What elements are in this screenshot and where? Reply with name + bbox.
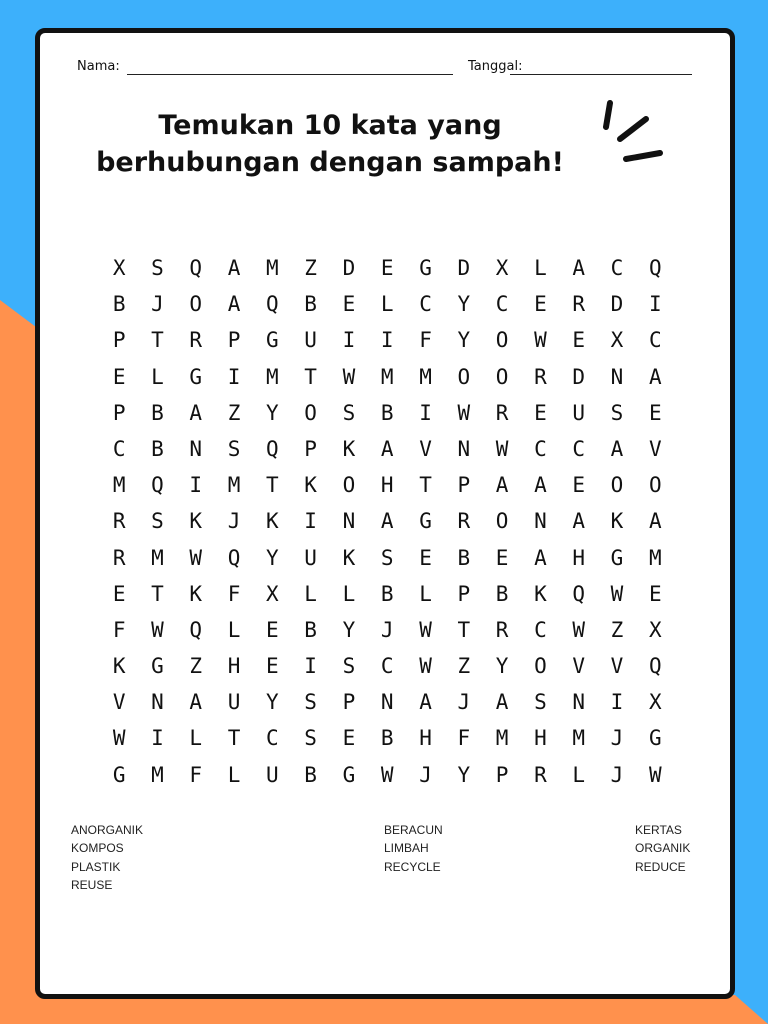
grid-letter[interactable]: B [380,581,394,606]
word-list-item: KOMPOS [71,841,124,856]
grid-letter[interactable]: N [380,690,394,715]
grid-letter[interactable]: E [419,545,432,570]
grid-letter[interactable]: P [304,436,317,461]
grid-letter[interactable]: F [112,617,126,642]
grid-letter[interactable]: Y [266,690,279,715]
grid-letter[interactable]: X [610,328,624,353]
grid-letter[interactable]: O [189,292,203,317]
grid-letter[interactable]: B [380,400,394,425]
title-line-1: Temukan 10 kata yang [158,110,502,141]
grid-letter[interactable]: R [495,400,509,425]
grid-letter[interactable]: D [610,292,624,317]
grid-letter[interactable]: Y [266,400,279,425]
grid-letter[interactable]: I [304,509,317,534]
grid-letter[interactable]: Q [189,256,203,280]
grid-letter[interactable]: I [380,328,394,353]
grid-letter[interactable]: S [342,654,356,679]
grid-letter[interactable]: M [227,473,241,498]
grid-letter[interactable]: U [572,400,586,425]
grid-letter[interactable]: W [648,762,662,787]
grid-letter[interactable]: G [610,545,624,570]
grid-letter[interactable]: W [610,581,624,606]
grid-letter[interactable]: D [572,364,586,389]
worksheet [35,28,735,999]
grid-letter[interactable]: Y [457,762,471,787]
grid-letter[interactable]: I [648,292,662,317]
grid-letter[interactable]: N [457,436,471,461]
grid-letter[interactable]: C [266,726,279,751]
grid-letter[interactable]: W [457,400,471,425]
grid-letter[interactable]: G [419,509,432,534]
grid-letter[interactable]: U [304,545,317,570]
grid-letter[interactable]: O [457,364,471,389]
grid-letter[interactable]: O [495,328,509,353]
grid-letter[interactable]: A [648,509,662,534]
grid-letter[interactable]: R [189,328,203,353]
grid-letter[interactable]: G [342,762,356,787]
grid-letter[interactable]: L [227,762,241,787]
grid-letter[interactable]: G [648,726,662,751]
grid-letter[interactable]: H [534,726,547,751]
grid-letter[interactable]: A [572,509,586,534]
grid-letter[interactable]: C [495,292,509,317]
grid-letter[interactable]: F [227,581,241,606]
grid-letter[interactable]: S [610,400,624,425]
grid-letter[interactable]: Y [342,617,356,642]
grid-letter[interactable]: M [380,364,394,389]
grid-letter[interactable]: S [534,690,547,715]
word-list-column-1 [71,821,143,894]
grid-letter[interactable]: C [380,654,394,679]
grid-letter[interactable]: A [534,545,547,570]
grid-letter[interactable]: Y [457,328,471,353]
grid-letter[interactable]: K [342,545,356,570]
title-line-2: berhubungan dengan sampah! [96,147,564,178]
grid-letter[interactable]: I [304,654,317,679]
grid-letter[interactable]: T [227,726,241,751]
grid-letter[interactable]: I [419,400,432,425]
name-label: Nama: [77,59,120,74]
grid-letter[interactable]: B [457,545,471,570]
grid-letter[interactable]: A [495,690,509,715]
grid-letter[interactable]: R [534,762,547,787]
grid-letter[interactable]: K [342,436,356,461]
grid-letter[interactable]: N [342,509,356,534]
grid-letter[interactable]: A [648,364,662,389]
grid-letter[interactable]: Z [457,654,471,679]
word-list-item: REUSE [71,877,113,892]
grid-letter[interactable]: S [342,400,356,425]
grid-letter[interactable]: G [151,654,164,679]
grid-letter[interactable]: L [304,581,317,606]
grid-letter[interactable]: M [648,545,662,570]
grid-letter[interactable]: L [419,581,432,606]
grid-letter[interactable]: P [112,400,126,425]
grid-letter[interactable]: B [304,617,317,642]
grid-letter[interactable]: H [572,545,586,570]
grid-letter[interactable]: S [151,256,164,280]
grid-letter[interactable]: O [342,473,356,498]
grid-letter[interactable]: A [380,509,394,534]
grid-letter[interactable]: L [189,726,203,751]
grid-letter[interactable]: O [495,509,509,534]
word-list-item: RECYCLE [384,859,441,874]
grid-letter[interactable]: Q [227,545,241,570]
grid-letter[interactable]: B [380,726,394,751]
grid-letter[interactable]: Y [266,545,279,570]
grid-letter[interactable]: A [380,436,394,461]
grid-letter[interactable]: G [189,364,203,389]
grid-letter[interactable]: L [380,292,394,317]
grid-letter[interactable]: R [495,617,509,642]
grid-letter[interactable]: O [648,473,662,498]
grid-letter[interactable]: A [419,690,432,715]
grid-letter[interactable]: T [151,581,164,606]
grid-letter[interactable]: E [572,473,586,498]
grid-letter[interactable]: Q [151,473,164,498]
grid-letter[interactable]: Q [648,256,662,280]
grid-letter[interactable]: W [419,617,432,642]
grid-letter[interactable]: R [457,509,471,534]
grid-letter[interactable]: I [151,726,164,751]
grid-letter[interactable]: X [648,690,662,715]
grid-letter[interactable]: B [304,292,317,317]
grid-letter[interactable]: L [534,256,547,280]
grid-letter[interactable]: T [266,473,279,498]
grid-letter[interactable]: J [610,726,624,751]
word-list-item: LIMBAH [384,841,429,856]
grid-letter[interactable]: W [419,654,432,679]
grid-letter[interactable]: O [304,400,317,425]
grid-letter[interactable]: Z [189,654,203,679]
grid-letter[interactable]: T [151,328,164,353]
grid-letter[interactable]: J [380,617,394,642]
word-list-item: BERACUN [384,823,443,837]
page-title [70,107,590,181]
grid-letter[interactable]: B [151,436,164,461]
grid-letter[interactable]: K [304,473,317,498]
grid-letter[interactable]: E [342,292,356,317]
grid-letter[interactable]: G [266,328,279,353]
spark-decoration-icon [598,93,668,163]
grid-letter[interactable]: T [304,364,317,389]
grid-letter[interactable]: M [572,726,586,751]
grid-letter[interactable]: E [380,256,394,280]
grid-letter[interactable]: S [304,726,317,751]
word-list-item: ORGANIK [635,841,691,856]
grid-letter[interactable]: K [112,654,126,679]
grid-letter[interactable]: B [495,581,509,606]
grid-letter[interactable]: H [380,473,394,498]
grid-letter[interactable]: E [266,654,279,679]
grid-letter[interactable]: X [495,256,509,280]
grid-letter[interactable]: V [610,654,624,679]
grid-letter[interactable]: K [189,581,203,606]
grid-letter[interactable]: H [227,654,241,679]
grid-letter[interactable]: O [534,654,547,679]
grid-letter[interactable]: F [457,726,471,751]
grid-letter[interactable]: M [112,473,126,498]
grid-letter[interactable]: C [610,256,624,280]
grid-letter[interactable]: F [189,762,203,787]
grid-letter[interactable]: J [457,690,471,715]
grid-letter[interactable]: L [151,364,164,389]
grid-letter[interactable]: A [610,436,624,461]
grid-letter[interactable]: L [227,617,241,642]
grid-letter[interactable]: I [342,328,356,353]
grid-letter[interactable]: C [112,436,126,461]
grid-letter[interactable]: E [648,400,662,425]
grid-letter[interactable]: T [457,617,471,642]
grid-letter[interactable]: N [151,690,164,715]
grid-letter[interactable]: O [495,364,509,389]
grid-letter[interactable]: K [610,509,624,534]
word-list-item: KERTAS [635,823,682,837]
word-list-column-3 [635,821,690,876]
grid-letter[interactable]: L [342,581,356,606]
grid-letter[interactable]: M [151,762,164,787]
grid-letter[interactable]: F [419,328,432,353]
grid-letter[interactable]: A [189,690,203,715]
grid-letter[interactable]: V [572,654,586,679]
grid-letter[interactable]: W [534,328,547,353]
grid-letter[interactable]: W [112,726,126,751]
grid-letter[interactable]: B [112,292,126,317]
grid-letter[interactable]: M [419,364,432,389]
grid-letter[interactable]: U [266,762,279,787]
grid-letter[interactable]: Q [266,436,279,461]
grid-letter[interactable]: R [534,364,547,389]
grid-letter[interactable]: N [534,509,547,534]
grid-letter[interactable]: J [151,292,164,317]
grid-letter[interactable]: E [112,364,126,389]
grid-letter[interactable]: M [495,726,509,751]
grid-letter[interactable]: E [266,617,279,642]
grid-letter[interactable]: W [495,436,509,461]
grid-letter[interactable]: R [112,545,126,570]
grid-letter[interactable]: P [457,581,471,606]
grid-letter[interactable]: R [112,509,126,534]
grid-letter[interactable]: W [380,762,394,787]
grid-letter[interactable]: C [534,617,547,642]
grid-letter[interactable]: C [572,436,586,461]
grid-letter[interactable]: S [304,690,317,715]
grid-letter[interactable]: D [457,256,471,280]
grid-letter[interactable]: A [572,256,586,280]
grid-letter[interactable]: Q [189,617,203,642]
grid-letter[interactable]: S [380,545,394,570]
grid-letter[interactable]: E [112,581,126,606]
grid-letter[interactable]: P [495,762,509,787]
grid-letter[interactable]: P [342,690,356,715]
grid-letter[interactable]: C [534,436,547,461]
grid-letter[interactable]: P [457,473,471,498]
grid-letter[interactable]: X [112,256,126,280]
grid-letter[interactable]: Q [648,654,662,679]
word-search-grid[interactable] [100,250,674,793]
grid-letter[interactable]: E [534,400,547,425]
grid-letter[interactable]: Z [227,400,241,425]
grid-letter[interactable]: K [189,509,203,534]
grid-letter[interactable]: E [572,328,586,353]
grid-letter[interactable]: S [151,509,164,534]
grid-letter[interactable]: V [112,690,126,715]
grid-letter[interactable]: Z [610,617,624,642]
grid-letter[interactable]: N [610,364,624,389]
word-list-item: PLASTIK [71,859,121,874]
grid-letter[interactable]: L [572,762,586,787]
grid-letter[interactable]: R [572,292,586,317]
grid-letter[interactable]: K [534,581,547,606]
grid-letter[interactable]: Q [266,292,279,317]
grid-letter[interactable]: A [227,292,241,317]
grid-letter[interactable]: A [534,473,547,498]
grid-letter[interactable]: D [342,256,356,280]
grid-letter[interactable]: J [610,762,624,787]
name-field[interactable] [127,74,453,75]
grid-letter[interactable]: E [534,292,547,317]
grid-letter[interactable]: E [342,726,356,751]
grid-letter[interactable]: Y [495,654,509,679]
grid-letter[interactable]: X [266,581,279,606]
word-list-item: REDUCE [635,859,686,874]
date-field[interactable] [510,74,692,75]
grid-letter[interactable]: W [189,545,203,570]
grid-letter[interactable]: P [112,328,126,353]
grid-letter[interactable]: J [419,762,432,787]
grid-letter[interactable]: A [495,473,509,498]
grid-letter[interactable]: W [342,364,356,389]
grid-letter[interactable]: O [610,473,624,498]
grid-letter[interactable]: H [419,726,432,751]
grid-letter[interactable]: M [266,364,279,389]
grid-letter[interactable]: B [304,762,317,787]
word-list-column-2 [384,821,443,876]
grid-letter[interactable]: V [419,436,432,461]
grid-letter[interactable]: Y [457,292,471,317]
date-label: Tanggal: [468,59,523,74]
grid-letter[interactable]: I [227,364,241,389]
grid-letter[interactable]: I [189,473,203,498]
grid-letter[interactable]: G [112,762,126,787]
grid-letter[interactable]: T [419,473,432,498]
grid-letter[interactable]: N [572,690,586,715]
grid-letter[interactable]: U [304,328,317,353]
grid-letter[interactable]: V [648,436,662,461]
grid-letter[interactable]: A [227,256,241,280]
grid-letter[interactable]: X [648,617,662,642]
grid-letter[interactable]: S [227,436,241,461]
grid-letter[interactable]: Q [572,581,586,606]
grid-letter[interactable]: E [495,545,509,570]
grid-letter[interactable]: Z [304,256,317,280]
grid-letter[interactable]: E [648,581,662,606]
word-list-item: ANORGANIK [71,823,144,837]
grid-letter[interactable]: C [419,292,432,317]
grid-letter[interactable]: W [572,617,586,642]
grid-letter[interactable]: I [610,690,624,715]
grid-letter[interactable]: J [227,509,241,534]
grid-letter[interactable]: W [151,617,164,642]
grid-letter[interactable]: N [189,436,203,461]
grid-letter[interactable]: M [151,545,164,570]
grid-letter[interactable]: A [189,400,203,425]
grid-letter[interactable]: M [266,256,279,280]
grid-letter[interactable]: G [419,256,432,280]
grid-letter[interactable]: B [151,400,164,425]
grid-letter[interactable]: P [227,328,241,353]
grid-letter[interactable]: K [266,509,279,534]
grid-letter[interactable]: U [227,690,241,715]
grid-letter[interactable]: C [648,328,662,353]
